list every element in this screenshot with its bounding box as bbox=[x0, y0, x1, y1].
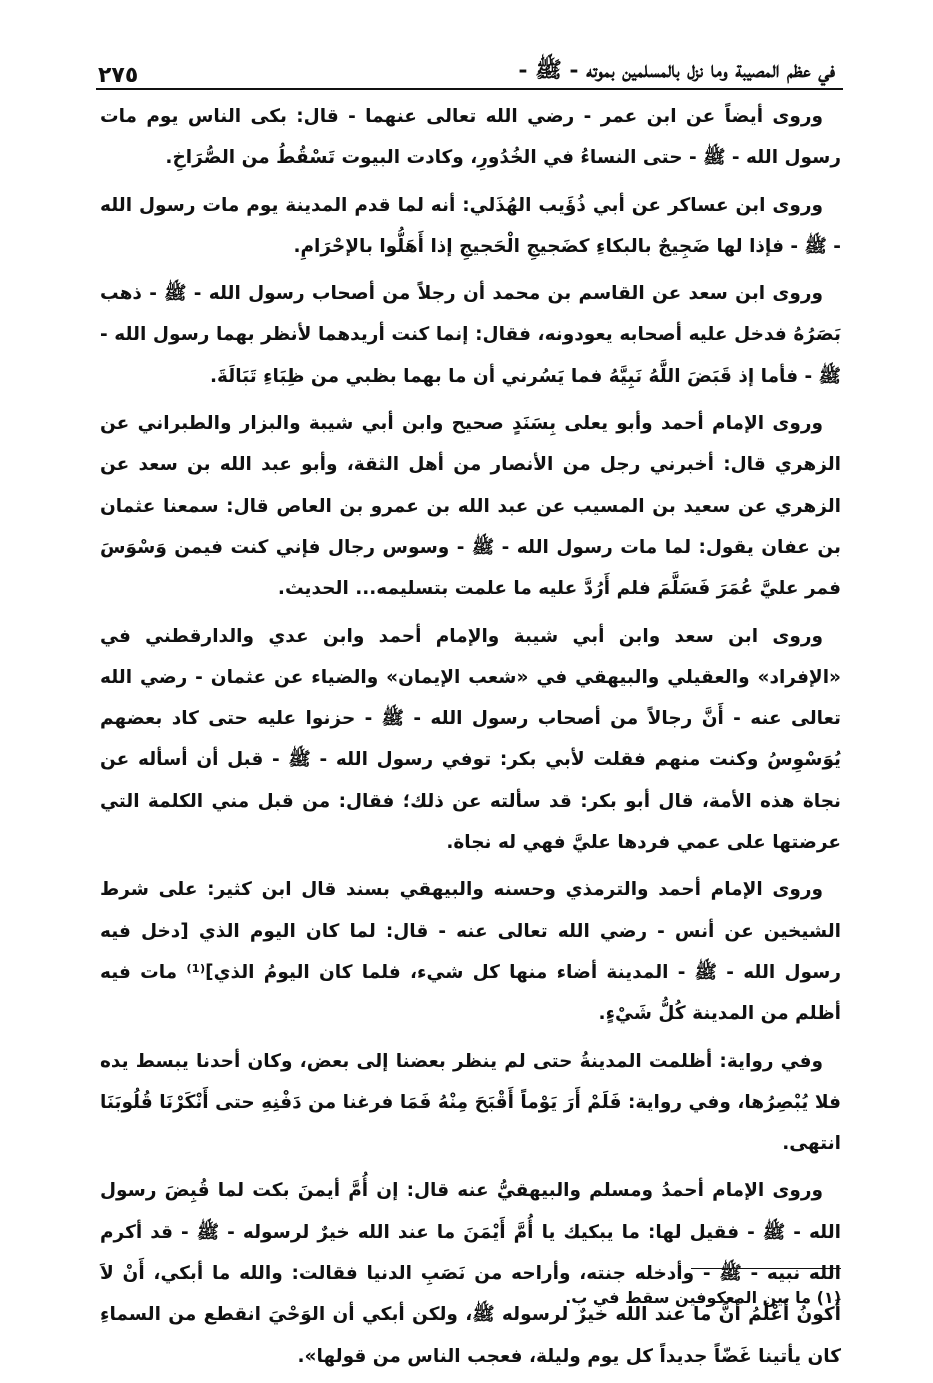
paragraph: وفي رواية: أظلمت المدينةُ حتى لم ينظر بعضنا إلى بعض، وكان أحدنا يبسط يده فلا يُبْصِرُها، وفي رواية: فَلَمْ أَرَ يَوْماً أَقْبَحَ مِنْهُ فَمَا فرغنا من دَفْنِهِ حتى أَنْكَرْنَا قُلُوبَنَا انتهى. bbox=[100, 1050, 841, 1155]
paragraph: وروى ابن سعد وابن أبي شيبة والإمام أحمد وابن عدي والدارقطني في «الإفراد» والعقيلي والبيهقي في «شعب الإيمان» والضياء عن عثمان - رضي الله تعالى عنه - أَنَّ رجالاً من أصحاب رسول الله - ﷺ - حزنوا عليه حتى كاد بعضهم يُوَسْوِسُ وكنت منهم فقلت لأبي بكر: توفي رسول الله - ﷺ - قبل أن أسأله عن نجاة هذه الأمة، قال أبو بكر: قد سألته عن ذلك؛ فقال: من قبل مني الكلمة التي عرضتها على عمي فردها عليَّ فهي له نجاة. bbox=[100, 625, 841, 854]
main-text bbox=[100, 96, 841, 1383]
paragraph: وروى الإمام أحمدُ ومسلم والبيهقيُّ عنه قال: إن أُمَّ أيمنَ بكت لما قُبِضَ رسول الله - ﷺ - فقيل لها: ما يبكيك يا أُمَّ أَيْمَنَ ما عند الله خيرٌ لرسوله - ﷺ - قد أكرم الله نبيه - ﷺ - وأدخله جنته، وأراحه من نَصَبِ الدنيا فقالت: والله ما أبكي، أَنْ لاَ أَكونُ أَعْلَمُ أَنَّ ما عند الله خيرٌ لرسوله ﷺ، ولكن أبكي أن الوَحْيَ انقطع من السماءِ كان يأتينا غَضّاً جديداً كل يوم وليلة، فعجب الناس من قولها». bbox=[100, 1180, 841, 1367]
chapter-title: في عظم المصيبة وما نزل بالمسلمين بموته - ﷺ - bbox=[518, 57, 835, 83]
footnote-divider bbox=[691, 1268, 841, 1269]
paragraph: وروى ابن عساكر عن أبي ذُؤَيب الهُذَلي: أنه لما قدم المدينة يوم مات رسول الله - ﷺ - فإذا لها ضَجِيجٌ بالبكاءِ كضَجيجِ الْحَجيجِ إذا أَهَلُّوا بالإحْرَامِ. bbox=[100, 194, 841, 257]
header-divider bbox=[96, 88, 843, 90]
footnote: (١) ما بين المعكوفين سقط في ب. bbox=[565, 1288, 841, 1307]
running-header bbox=[98, 42, 835, 88]
page-number: ٢٧٥ bbox=[98, 63, 139, 88]
paragraph: وروى أيضاً عن ابن عمر - رضي الله تعالى عنهما - قال: بكى الناس يوم مات رسول الله - ﷺ - حتى النساءُ في الخُدُورِ، وكادت البيوت تَسْقُطُ من الصُّرَاخِ. bbox=[100, 106, 841, 169]
paragraph: وروى الإمام أحمد وأبو يعلى بِسَنَدٍ صحيح وابن أبي شيبة والبزار والطبراني عن الزهري قال: أخبرني رجل من الأنصار من أهل الثقة، وأبو عبد الله بن سعد عن الزهري عن سعيد بن المسيب عن عبد الله بن عمرو بن العاص قال: سمعنا عثمان بن عفان يقول: لما مات رسول الله - ﷺ - وسوس رجال فإني كنت فيمن وَسْوَسَ فمر عليَّ عُمَرَ فَسَلَّمَ فلم أَرُدَّ عليه ما علمت بتسليمه... الحديث. bbox=[100, 413, 841, 600]
paragraph: وروى الإمام أحمد والترمذي وحسنه والبيهقي بسند قال ابن كثير: على شرط الشيخين عن أنس - رضي الله تعالى عنه - قال: لما كان اليوم الذي [دخل فيه رسول الله - ﷺ - المدينة أضاء منها كل شيء، فلما كان اليومُ الذي]⁽¹⁾ مات فيه أظلم من المدينة كُلُّ شَيْءٍ. bbox=[100, 879, 841, 1025]
paragraph: وروى ابن سعد عن القاسم بن محمد أن رجلاً من أصحاب رسول الله - ﷺ - ذهب بَصَرُهُ فدخل عليه أصحابه يعودونه، فقال: إنما كنت أريدهما لأنظر بهما رسول الله - ﷺ - فأما إذ قَبَضَ اللَّهُ نَبِيَّهُ فما يَسُرني أن ما بهما بظبي من ظِبَاءِ تَبَالَةَ. bbox=[100, 283, 841, 387]
